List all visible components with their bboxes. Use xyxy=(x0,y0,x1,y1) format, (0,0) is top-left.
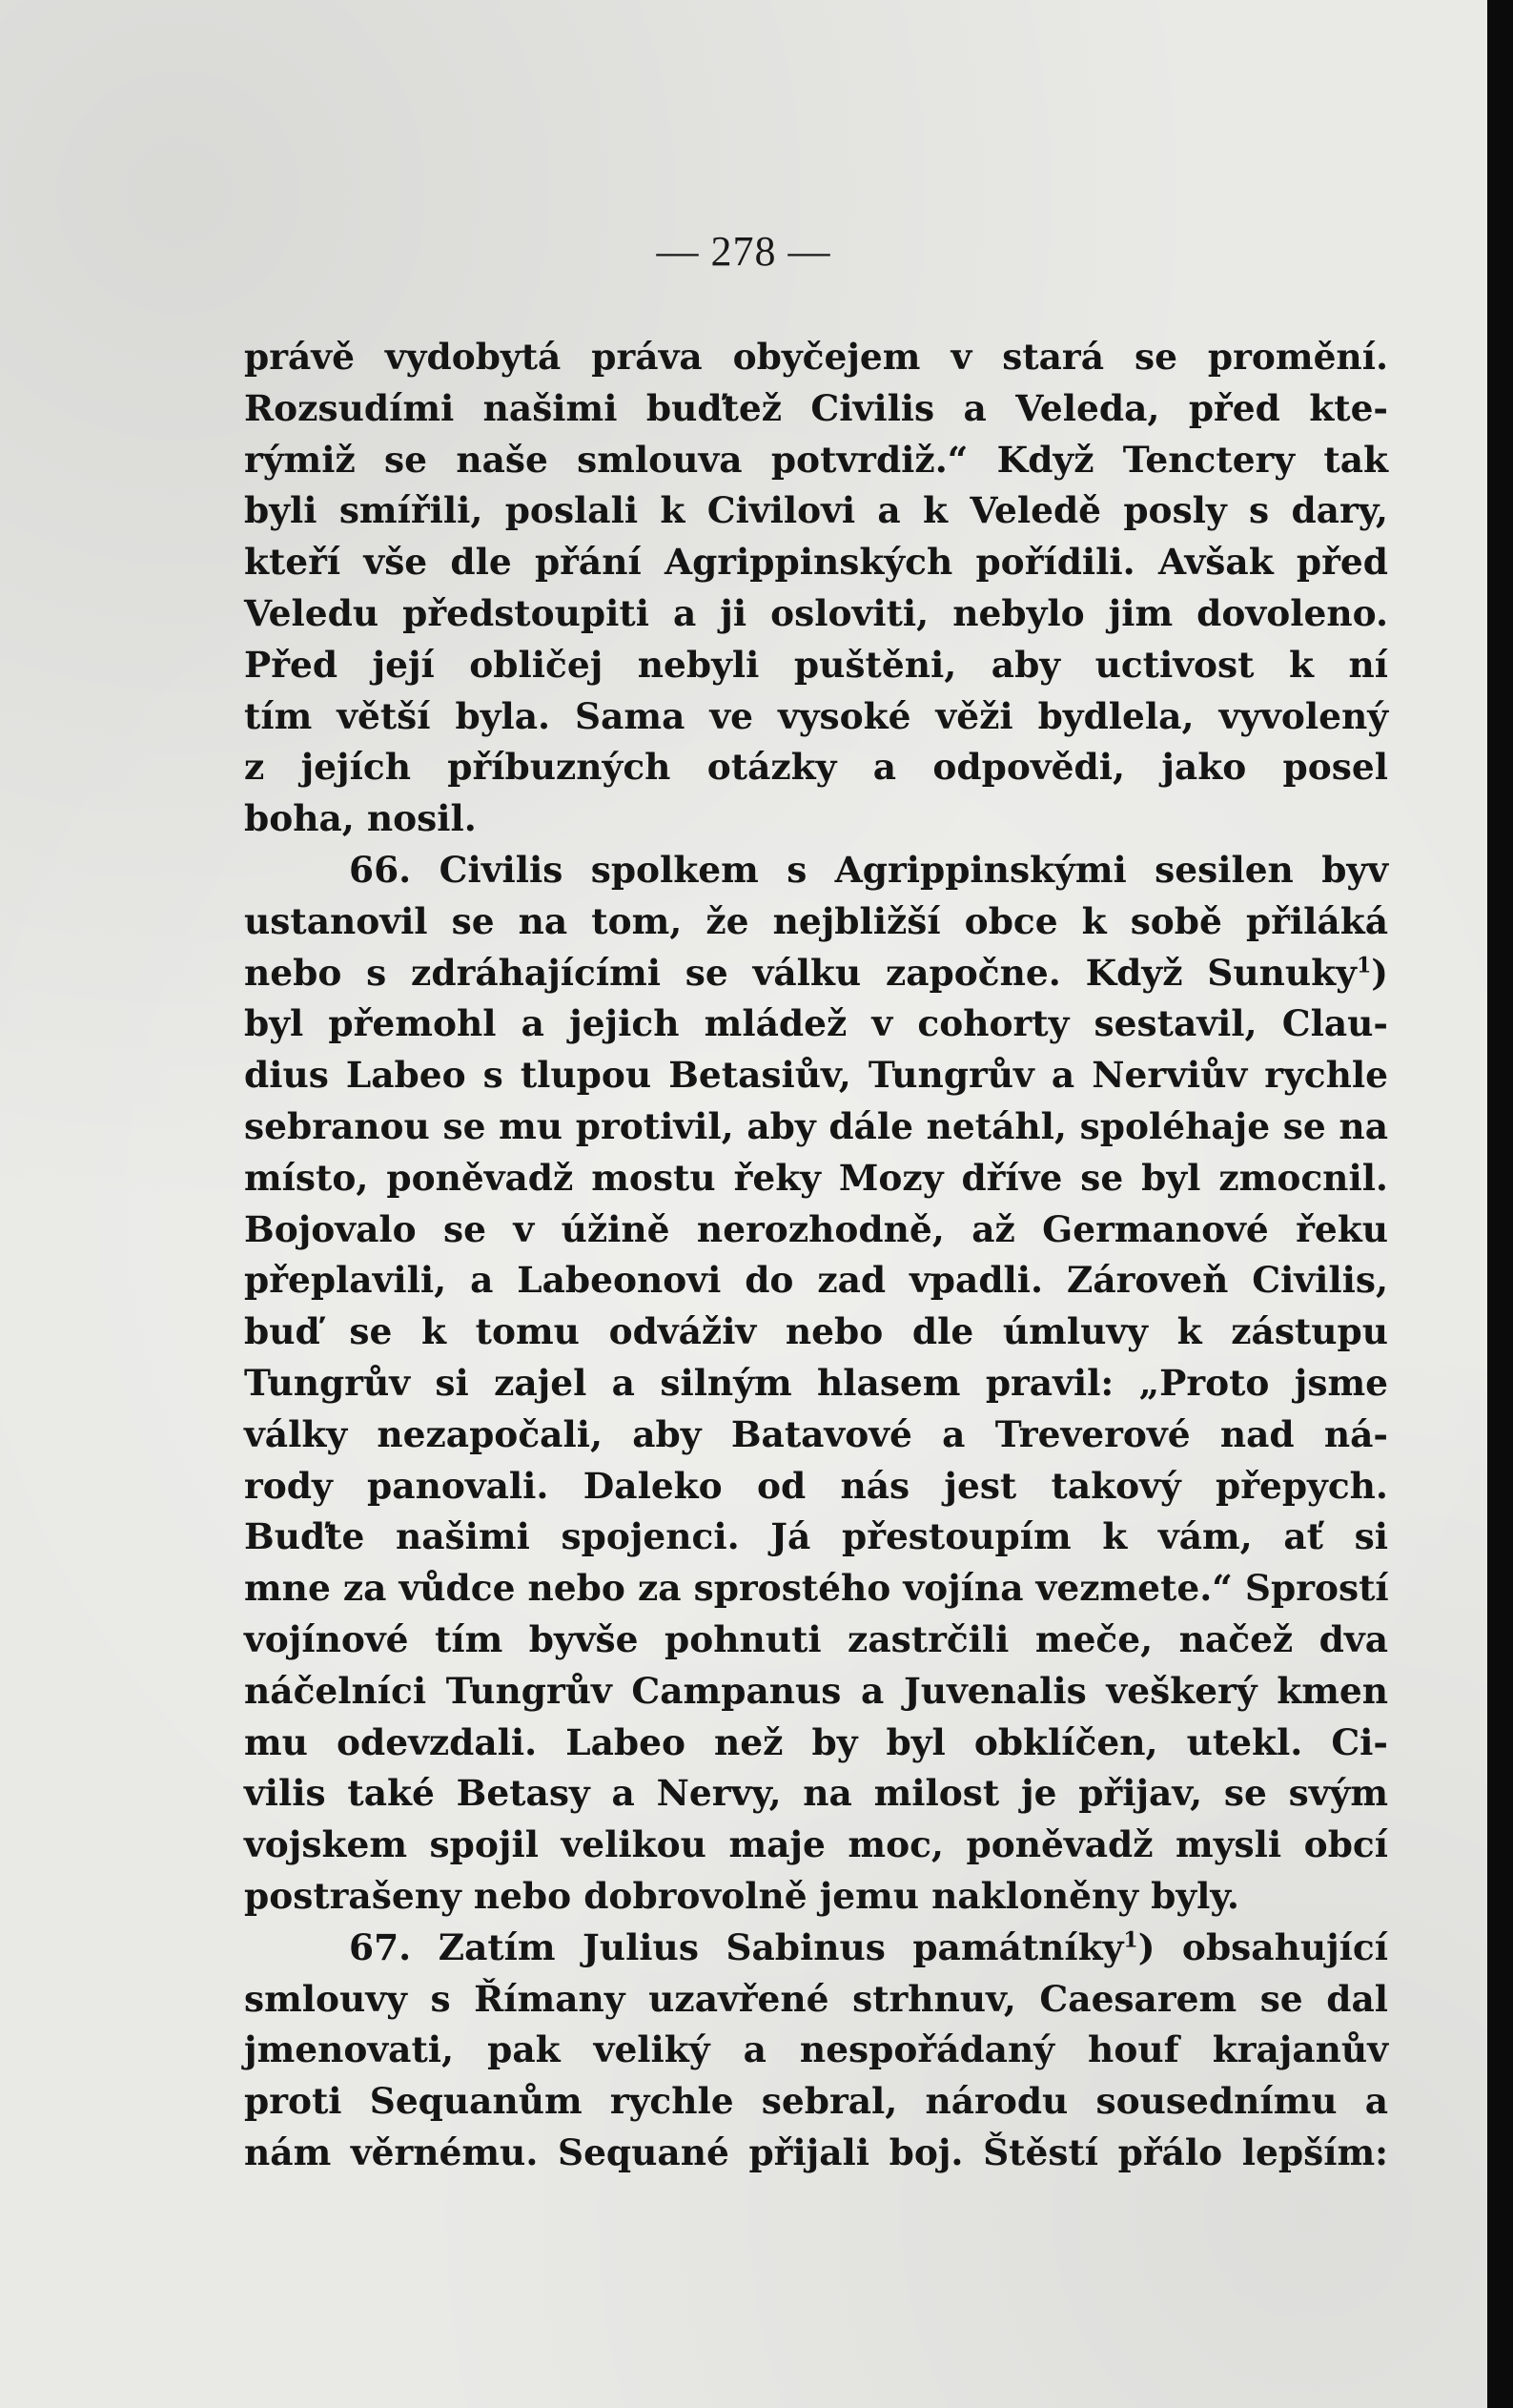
text-line-content: rýmiž se naše smlouva potvrdiž.“ Když Tenctery tak xyxy=(244,438,1388,481)
text-line-content: vojínové tím byvše pohnuti zastrčili meče, načež dva xyxy=(244,1617,1388,1660)
text-line-content: přeplavili, a Labeonovi do zad vpadli. Zároveň Civilis, xyxy=(244,1259,1388,1302)
text-line-content: války nezapočali, aby Batavové a Treverové nad ná- xyxy=(244,1412,1388,1455)
text-line-tail: ) xyxy=(1371,951,1388,994)
text-line xyxy=(244,1255,1388,1307)
text-line xyxy=(244,1820,1388,1871)
footnote-marker: 1 xyxy=(1123,1927,1138,1953)
text-line-content: buď se k tomu odváživ nebo dle úmluvy k zástupu xyxy=(244,1310,1388,1353)
text-line-content: mne za vůdce nebo za sprostého vojína vezmete.“ Sprostí xyxy=(244,1567,1389,1610)
text-line xyxy=(244,1101,1388,1153)
text-line xyxy=(244,1204,1388,1256)
text-line-content: smlouvy s Římany uzavřené strhnuv, Caesarem se dal xyxy=(244,1977,1388,2020)
text-line xyxy=(244,485,1388,537)
text-line xyxy=(244,742,1388,793)
text-line xyxy=(244,1563,1388,1615)
text-line xyxy=(244,1718,1388,1769)
text-line-content: postrašeny nebo dobrovolně jemu nakloněny byly. xyxy=(244,1874,1239,1917)
text-line xyxy=(244,691,1388,743)
text-line xyxy=(244,1461,1388,1513)
text-line xyxy=(244,2128,1388,2179)
text-line xyxy=(244,1153,1388,1204)
text-line-content: byl přemohl a jejich mládež v cohorty sestavil, Clau- xyxy=(244,1002,1388,1045)
text-line-content: právě vydobytá práva obyčejem v stará se promění. xyxy=(244,336,1388,378)
text-line-content: Tungrův si zajel a silným hlasem pravil: „Proto jsme xyxy=(244,1361,1388,1404)
text-line-content: proti Sequanům rychle sebral, národu sousednímu a xyxy=(244,2080,1388,2123)
text-line-content: jmenovati, pak veliký a nespořádaný houf krajanův xyxy=(244,2028,1388,2071)
text-line-content: sebranou se mu protivil, aby dále netáhl, spoléhaje se na xyxy=(244,1104,1388,1147)
text-line xyxy=(244,948,1388,999)
text-line-content: Rozsudími našimi buďtež Civilis a Veleda, před kte- xyxy=(244,386,1388,429)
text-line xyxy=(244,793,1388,845)
text-line xyxy=(244,1512,1388,1563)
text-line xyxy=(244,537,1388,588)
text-line xyxy=(244,1923,1388,1974)
page-number: — 278 — xyxy=(656,228,831,275)
text-line xyxy=(244,1974,1388,2026)
body-text xyxy=(244,332,1388,2179)
text-line xyxy=(244,1358,1388,1410)
text-line-content: boha, nosil. xyxy=(244,797,477,840)
text-line-content: Před její obličej nebyli puštěni, aby uctivost k ní xyxy=(244,643,1388,686)
text-line xyxy=(244,998,1388,1050)
text-line xyxy=(244,896,1388,948)
text-line-content: mu odevzdali. Labeo než by byl obklíčen, utekl. Ci- xyxy=(244,1720,1388,1763)
text-line-content: ustanovil se na tom, že nejbližší obce k sobě přiláká xyxy=(244,899,1388,942)
text-line-content: náčelníci Tungrův Campanus a Juvenalis veškerý kmen xyxy=(244,1669,1388,1712)
text-line xyxy=(244,845,1388,896)
text-line xyxy=(244,1768,1388,1820)
text-line-content: vilis také Betasy a Nervy, na milost je přijav, se svým xyxy=(244,1772,1388,1815)
text-line-content: dius Labeo s tlupou Betasiův, Tungrův a Nerviův rychle xyxy=(244,1054,1388,1097)
text-line xyxy=(244,2025,1388,2076)
text-line xyxy=(244,2076,1388,2128)
text-line-content: byli smířili, poslali k Civilovi a k Veledě posly s dary, xyxy=(244,489,1388,532)
text-line xyxy=(244,588,1388,640)
text-line xyxy=(244,640,1388,691)
text-line xyxy=(244,383,1388,435)
text-line-tail: ) obsahující xyxy=(1137,1925,1388,1968)
text-line xyxy=(244,1410,1388,1461)
text-line xyxy=(244,1307,1388,1358)
text-line xyxy=(244,435,1388,486)
text-line xyxy=(244,1615,1388,1666)
text-line-content: nebo s zdráhajícími se válku započne. Když Sunuky xyxy=(244,951,1357,994)
text-line-content: místo, poněvadž mostu řeky Mozy dříve se byl zmocnil. xyxy=(244,1156,1388,1199)
text-line-content: z jejích příbuzných otázky a odpovědi, jako posel xyxy=(244,746,1388,789)
scan-edge xyxy=(1487,0,1513,2408)
text-line xyxy=(244,332,1388,383)
text-line-content: kteří vše dle přání Agrippinských pořídili. Avšak před xyxy=(244,541,1388,584)
text-line-content: nám věrnému. Sequané přijali boj. Štěstí přálo lepším: xyxy=(244,2130,1388,2173)
text-line-content: Veledu předstoupiti a ji osloviti, nebylo jim dovoleno. xyxy=(244,591,1388,634)
text-line-content: 67. Zatím Julius Sabinus památníky xyxy=(349,1925,1124,1968)
text-line-content: Bojovalo se v úžině nerozhodně, až Germanové řeku xyxy=(244,1207,1388,1250)
text-line xyxy=(244,1666,1388,1718)
text-line xyxy=(244,1050,1388,1101)
text-line xyxy=(244,1871,1388,1923)
footnote-marker: 1 xyxy=(1356,953,1372,978)
text-line-content: rody panovali. Daleko od nás jest takový přepych. xyxy=(244,1464,1388,1507)
text-line-content: 66. Civilis spolkem s Agrippinskými sesilen byv xyxy=(349,848,1388,891)
text-line-content: vojskem spojil velikou maje moc, poněvadž mysli obcí xyxy=(244,1823,1388,1866)
text-line-content: Buďte našimi spojenci. Já přestoupím k vám, ať si xyxy=(244,1515,1388,1558)
text-line-content: tím větší byla. Sama ve vysoké věži bydlela, vyvolený xyxy=(244,694,1388,737)
